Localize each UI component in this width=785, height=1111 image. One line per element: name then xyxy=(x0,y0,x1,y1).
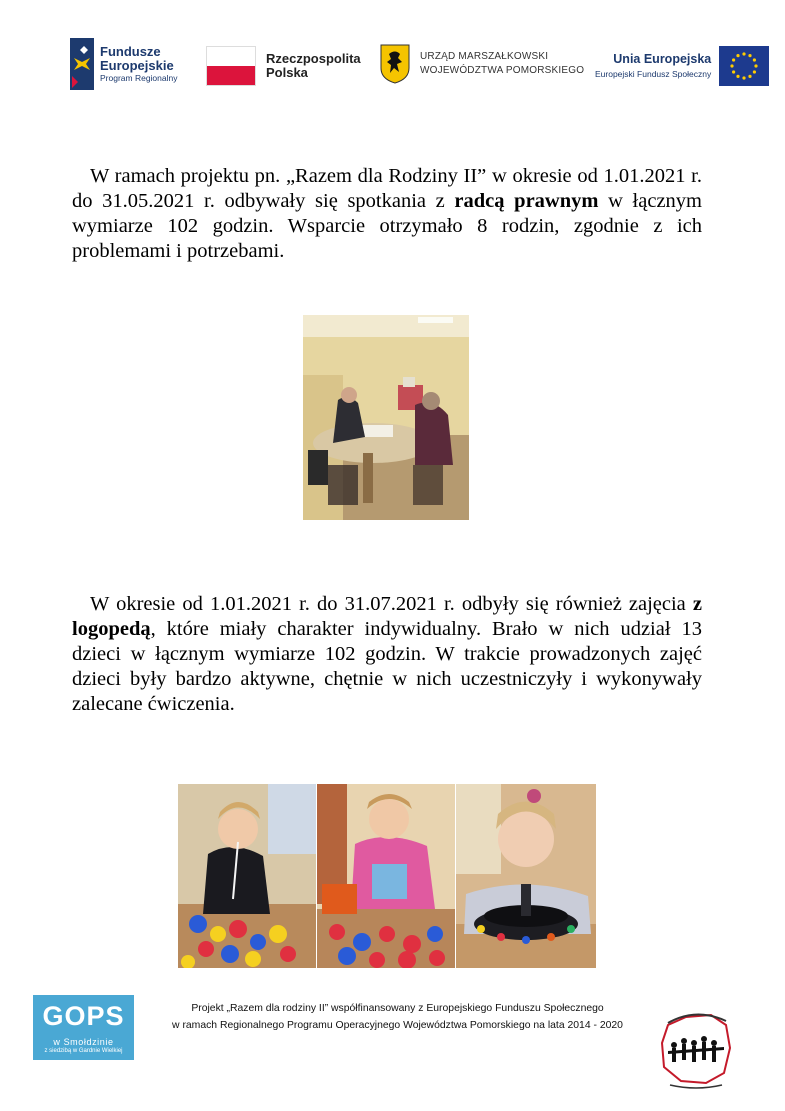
footer-line2: w ramach Regionalnego Programu Operacyjnego Województwa Pomorskiego na lata 2014 - 2020 xyxy=(172,1019,623,1031)
footer-line1: Projekt „Razem dla rodziny II” współfinansowany z Europejskiego Funduszu Społecznego xyxy=(191,1003,604,1014)
child-photo-3 xyxy=(456,784,596,968)
gops-title: GOPS xyxy=(42,1001,125,1031)
fundusze-line3: Program Regionalny xyxy=(100,73,178,84)
rzeczpospolita-logo xyxy=(206,46,361,86)
child-photo-2 xyxy=(317,784,455,968)
paragraph1-part1: W ramach projektu pn. „Razem dla Rodziny II” w okresie od 1.01.2021 r. do 31.05.2021 r. odbywały się spotkania z xyxy=(72,165,702,212)
unia-line2: Europejski Fundusz Społeczny xyxy=(595,68,712,79)
meeting-photo xyxy=(303,315,469,520)
pomorskie-griffin-crest-icon xyxy=(380,44,410,84)
paragraph1-part2: w łącznym wymiarze 102 godzin. Wsparcie otrzymało 8 rodzin, zgodnie z ich problemami i potrzebami. xyxy=(72,190,702,262)
fundusze-line1: Fundusze xyxy=(100,43,161,59)
child-photo-1 xyxy=(178,784,316,968)
urzad-line1: URZĄD MARSZAŁKOWSKI xyxy=(420,51,549,62)
paragraph2-bold: z logopedą xyxy=(72,593,702,640)
gops-line1: w Smołdzinie xyxy=(53,1037,114,1047)
rzeczpospolita-line2: Polska xyxy=(266,65,308,80)
unia-europejska-logo xyxy=(595,46,769,86)
gops-logo xyxy=(33,995,134,1060)
gops-line2: z siedzibą w Gardnie Wielkiej xyxy=(44,1048,123,1054)
polish-flag-icon xyxy=(206,46,256,86)
fundusze-line2: Europejskie xyxy=(100,57,174,73)
eu-flag-icon xyxy=(719,46,769,86)
urzad-marszalkowski-logo xyxy=(380,44,584,84)
paragraph-logopeda xyxy=(72,592,702,717)
paragraph2-part2: , które miały charakter indywidualny. Brało w nich udział 13 dzieci w łącznym wymiarze 102 godzin. W trakcie prowadzonych zajęć dzieci były bardzo aktywne, chętnie w nich uczestniczyły i wykonywały zalecane ćwiczenia. xyxy=(72,618,702,715)
footer-project-info xyxy=(140,1001,655,1034)
unia-line1: Unia Europejska xyxy=(613,52,712,67)
rzeczpospolita-line1: Rzeczpospolita xyxy=(266,51,361,67)
paragraph1-bold: radcą prawnym xyxy=(454,190,599,212)
razem-zrobimy-wiecej-logo xyxy=(656,1003,736,1093)
logo-bar xyxy=(0,38,785,94)
urzad-line2: WOJEWÓDZTWA POMORSKIEGO xyxy=(420,64,585,76)
fundusze-europejskie-logo xyxy=(70,38,177,90)
paragraph-radca-prawny xyxy=(72,164,702,264)
fundusze-europejskie-icon xyxy=(70,38,94,90)
paragraph2-part1: W okresie od 1.01.2021 r. do 31.07.2021 r. odbyły się również zajęcia xyxy=(90,593,693,615)
